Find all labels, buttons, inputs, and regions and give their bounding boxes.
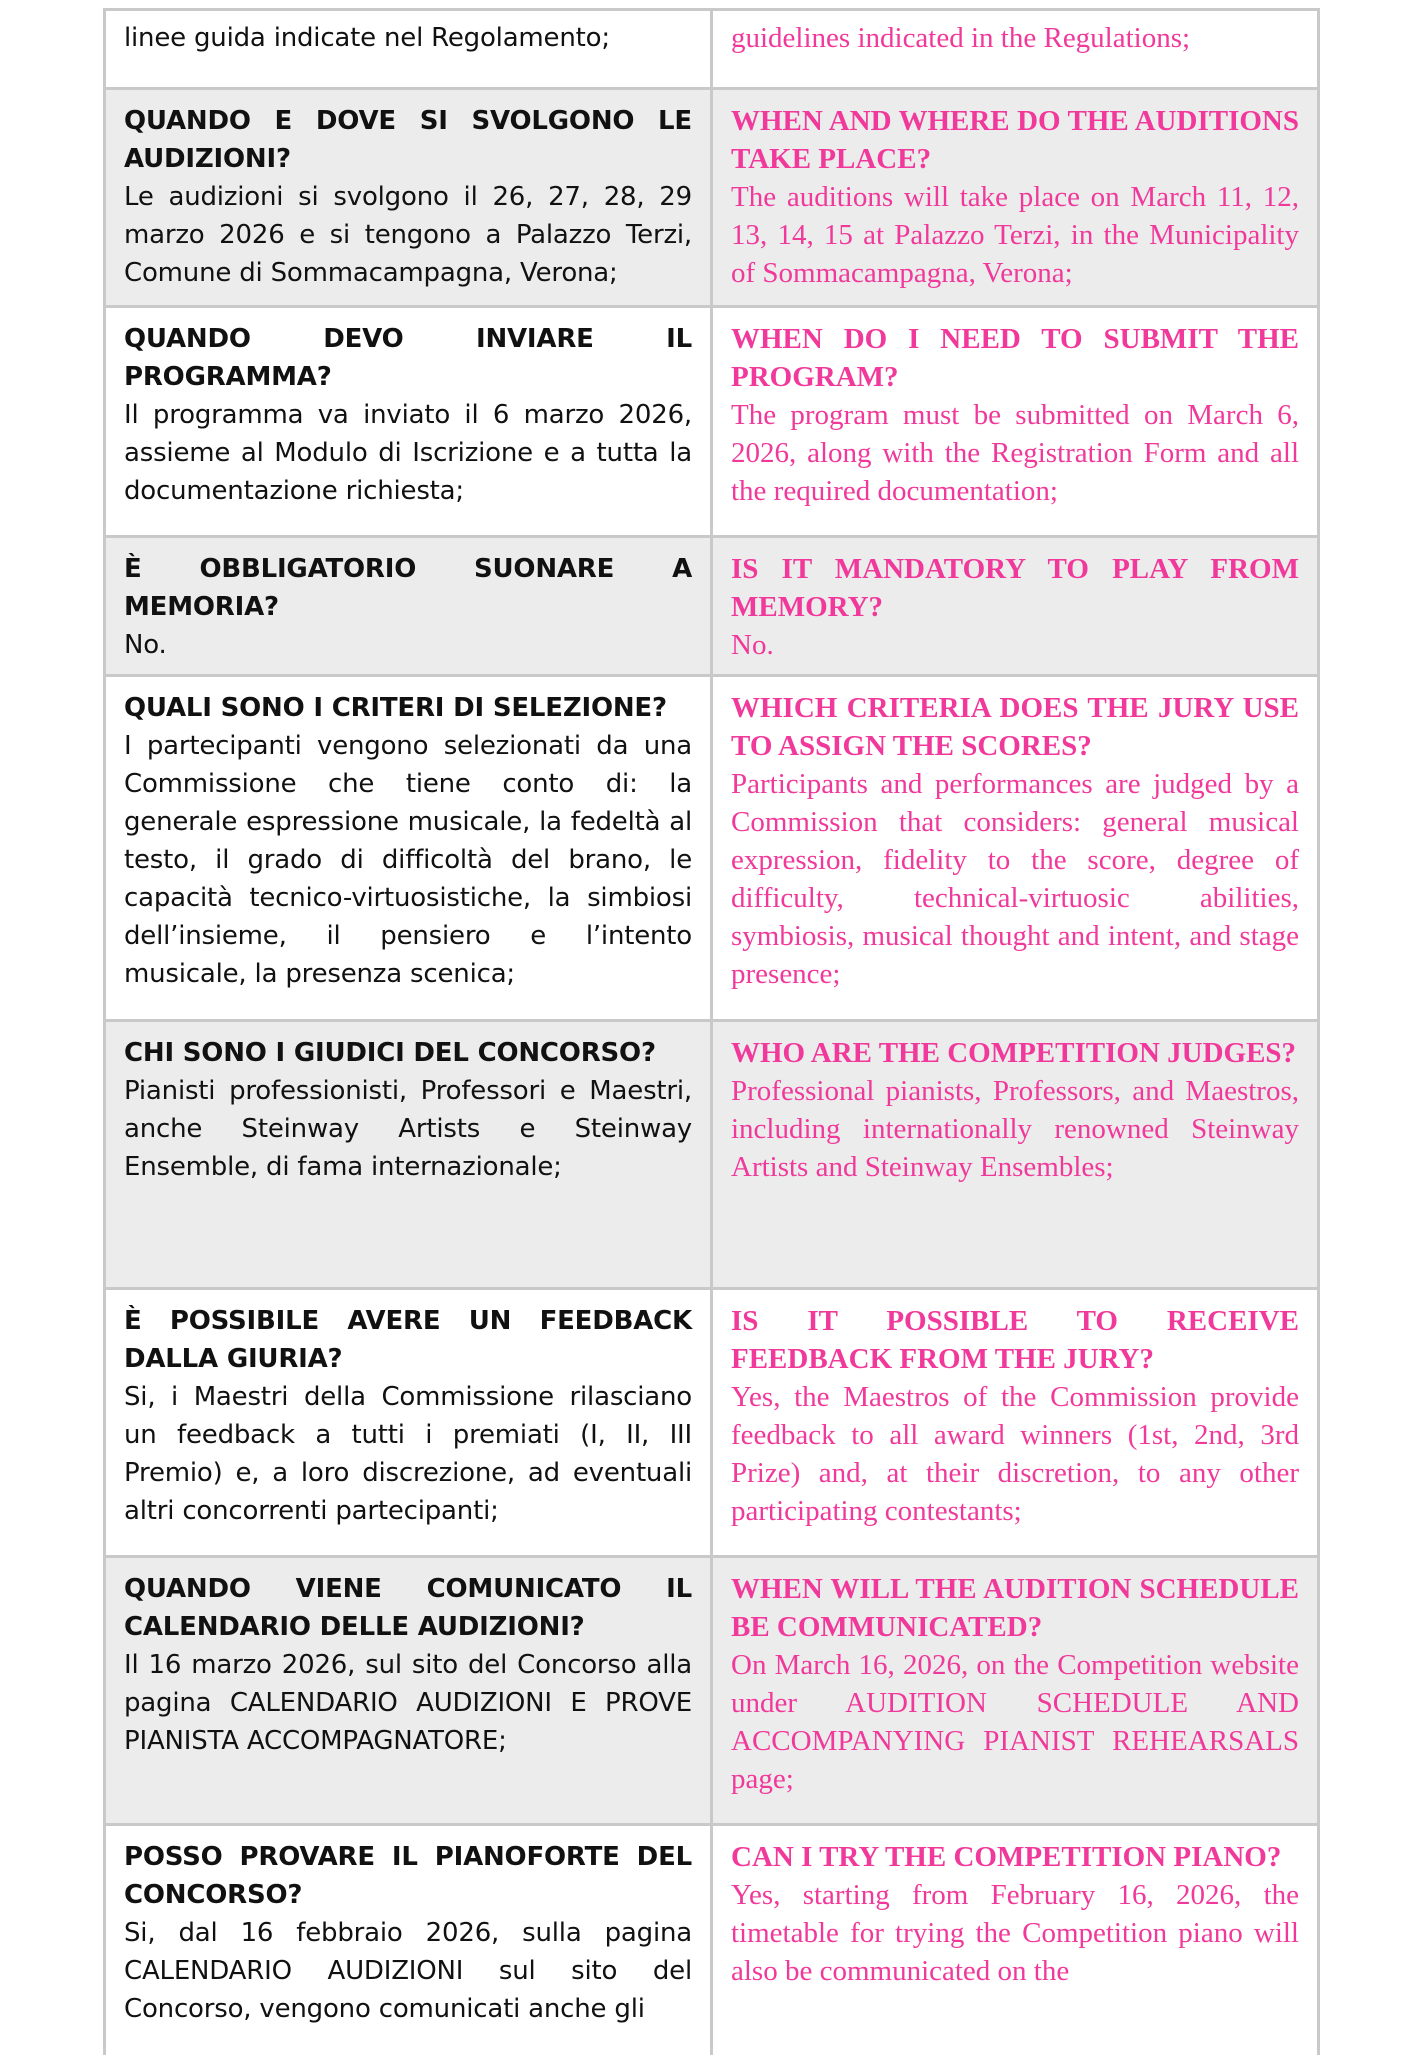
- italian-answer: Si, dal 16 febbraio 2026, sulla pagina CALENDARIO AUDIZIONI sul sito del Concorso, vengono comunicati anche gli: [124, 1918, 692, 2024]
- italian-question: POSSO PROVARE IL PIANOFORTE DEL CONCORSO?: [124, 1842, 692, 1910]
- italian-question: QUANDO E DOVE SI SVOLGONO LE AUDIZIONI?: [124, 106, 692, 174]
- faq-row-selection-criteria: [105, 676, 1319, 1021]
- english-answer: Yes, the Maestros of the Commission provide feedback to all award winners (1st, 2nd, 3rd Prize) and, at their discretion, to any other participating contestants;: [731, 1381, 1299, 1527]
- english-answer: The auditions will take place on March 11, 12, 13, 14, 15 at Palazzo Terzi, in the Municipality of Sommacampagna, Verona;: [731, 181, 1299, 289]
- faq-table: [103, 8, 1320, 2055]
- english-cell: [712, 1289, 1319, 1557]
- english-answer: Professional pianists, Professors, and Maestros, including internationally renowned Steinway Artists and Steinway Ensembles;: [731, 1075, 1299, 1183]
- english-question: WHEN WILL THE AUDITION SCHEDULE BE COMMUNICATED?: [731, 1573, 1299, 1643]
- faq-row-audition-schedule: [105, 1557, 1319, 1825]
- english-cell: [712, 1021, 1319, 1289]
- english-question: CAN I TRY THE COMPETITION PIANO?: [731, 1841, 1282, 1873]
- italian-cell: [105, 1289, 712, 1557]
- italian-answer: Il programma va inviato il 6 marzo 2026, assieme al Modulo di Iscrizione e a tutta la documentazione richiesta;: [124, 400, 692, 506]
- english-cell: [712, 1825, 1319, 2055]
- english-answer: guidelines indicated in the Regulations;: [731, 22, 1191, 54]
- english-cell: [712, 676, 1319, 1021]
- italian-answer: No.: [124, 630, 167, 660]
- italian-cell: [105, 537, 712, 676]
- italian-answer: Si, i Maestri della Commissione rilasciano un feedback a tutti i premiati (I, II, III Premio) e, a loro discrezione, ad eventuali altri concorrenti partecipanti;: [124, 1382, 692, 1526]
- italian-answer: Le audizioni si svolgono il 26, 27, 28, 29 marzo 2026 e si tengono a Palazzo Terzi, Comune di Sommacampagna, Verona;: [124, 182, 692, 288]
- english-answer: The program must be submitted on March 6, 2026, along with the Registration Form and all the required documentation;: [731, 399, 1299, 507]
- faq-row-audition-dates: [105, 89, 1319, 307]
- english-cell: [712, 10, 1319, 89]
- faq-row-feedback: [105, 1289, 1319, 1557]
- italian-cell: [105, 89, 712, 307]
- english-question: WHEN DO I NEED TO SUBMIT THE PROGRAM?: [731, 323, 1299, 393]
- english-answer: No.: [731, 629, 774, 661]
- english-cell: [712, 1557, 1319, 1825]
- italian-cell: [105, 307, 712, 537]
- italian-question: QUANDO DEVO INVIARE IL PROGRAMMA?: [124, 324, 692, 392]
- italian-cell: [105, 1557, 712, 1825]
- italian-question: CHI SONO I GIUDICI DEL CONCORSO?: [124, 1038, 656, 1068]
- english-question: WHEN AND WHERE DO THE AUDITIONS TAKE PLACE?: [731, 105, 1299, 175]
- english-cell: [712, 307, 1319, 537]
- italian-answer: Pianisti professionisti, Professori e Maestri, anche Steinway Artists e Steinway Ensemble, di fama internazionale;: [124, 1076, 692, 1182]
- faq-row-judges: [105, 1021, 1319, 1289]
- english-answer: Participants and performances are judged by a Commission that considers: general musical expression, fidelity to the score, degree of difficulty, technical-virtuosic abilities, symbiosis, musical thought and intent, and stage presence;: [731, 768, 1299, 990]
- italian-answer: linee guida indicate nel Regolamento;: [124, 23, 610, 53]
- italian-cell: [105, 10, 712, 89]
- english-answer: On March 16, 2026, on the Competition website under AUDITION SCHEDULE AND ACCOMPANYING PIANIST REHEARSALS page;: [731, 1649, 1299, 1795]
- english-cell: [712, 537, 1319, 676]
- faq-row-try-piano: [105, 1825, 1319, 2055]
- faq-row-submit-program: [105, 307, 1319, 537]
- italian-answer: I partecipanti vengono selezionati da una Commissione che tiene conto di: la generale espressione musicale, la fedeltà al testo, il grado di difficoltà del brano, le capacità tecnico-virtuosistiche, la simbiosi dell’insieme, il pensiero e l’intento musicale, la presenza scenica;: [124, 731, 692, 989]
- english-question: WHO ARE THE COMPETITION JUDGES?: [731, 1037, 1297, 1069]
- english-question: IS IT POSSIBLE TO RECEIVE FEEDBACK FROM THE JURY?: [731, 1305, 1299, 1375]
- italian-answer: Il 16 marzo 2026, sul sito del Concorso alla pagina CALENDARIO AUDIZIONI E PROVE PIANISTA ACCOMPAGNATORE;: [124, 1650, 692, 1756]
- faq-row-memory: [105, 537, 1319, 676]
- english-cell: [712, 89, 1319, 307]
- italian-cell: [105, 1825, 712, 2055]
- faq-row-regulations-continuation: [105, 10, 1319, 89]
- english-question: WHICH CRITERIA DOES THE JURY USE TO ASSIGN THE SCORES?: [731, 692, 1299, 762]
- italian-question: QUALI SONO I CRITERI DI SELEZIONE?: [124, 693, 667, 723]
- italian-question: È OBBLIGATORIO SUONARE A MEMORIA?: [124, 554, 692, 622]
- english-question: IS IT MANDATORY TO PLAY FROM MEMORY?: [731, 553, 1299, 623]
- italian-question: QUANDO VIENE COMUNICATO IL CALENDARIO DELLE AUDIZIONI?: [124, 1574, 692, 1642]
- italian-cell: [105, 676, 712, 1021]
- english-answer: Yes, starting from February 16, 2026, the timetable for trying the Competition piano will also be communicated on the: [731, 1879, 1299, 1987]
- italian-cell: [105, 1021, 712, 1289]
- italian-question: È POSSIBILE AVERE UN FEEDBACK DALLA GIURIA?: [124, 1306, 692, 1374]
